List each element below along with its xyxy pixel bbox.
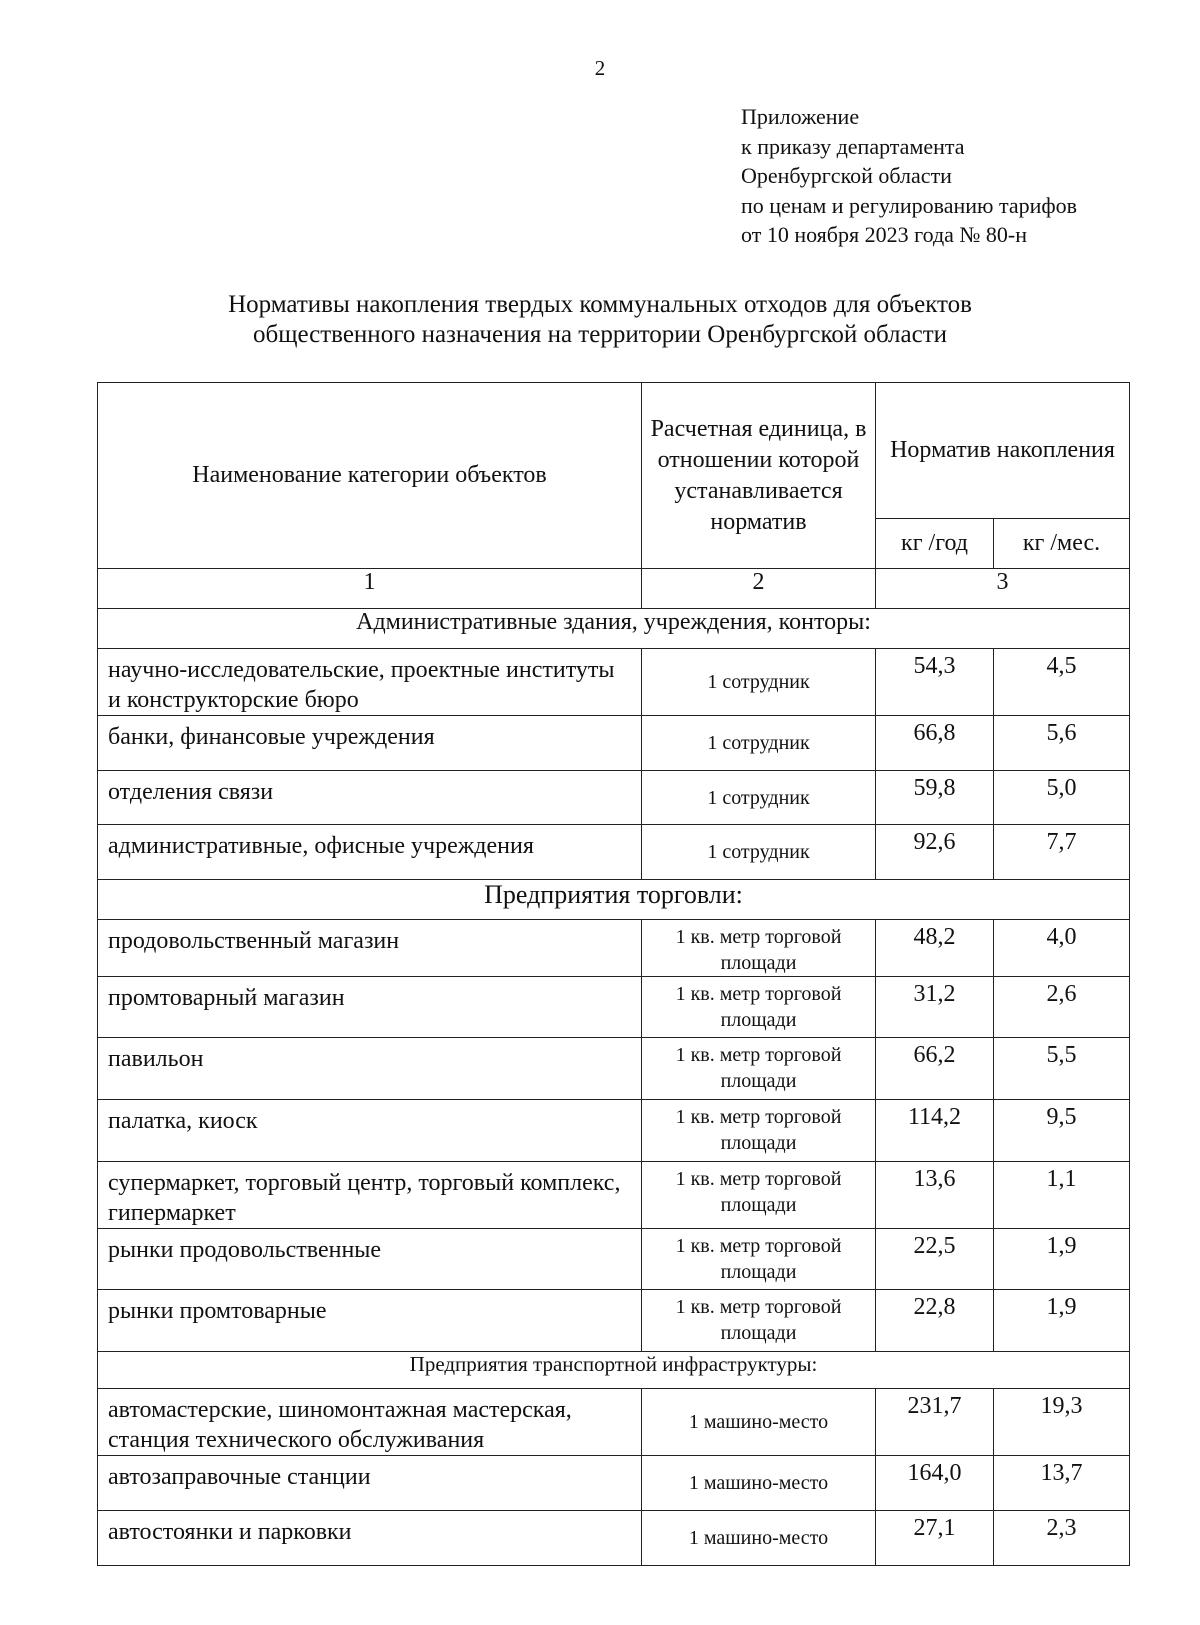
row-year-value: 231,7 [876,1389,994,1456]
row-name: промтоварный магазин [98,977,642,1038]
row-month-value: 4,5 [994,649,1130,716]
page-number: 2 [594,56,606,80]
row-month-value: 5,6 [994,716,1130,771]
row-unit: 1 кв. метр торговой площади [642,1290,876,1352]
norms-table [97,382,1130,1566]
row-year-value: 27,1 [876,1511,994,1566]
table-row [98,1038,1130,1100]
header-name: Наименование категории объектов [98,383,642,569]
table-row [98,1456,1130,1511]
row-month-value: 1,9 [994,1229,1130,1290]
title-line: общественного назначения на территории Оренбургской области [252,321,948,348]
appendix-line: Приложение [741,104,860,129]
row-year-value: 114,2 [876,1100,994,1162]
row-unit: 1 кв. метр торговой площади [642,1100,876,1162]
row-month-value: 2,3 [994,1511,1130,1566]
row-unit: 1 кв. метр торговой площади [642,1229,876,1290]
row-name: научно-исследовательские, проектные институты и конструкторские бюро [98,649,642,716]
appendix-line: от 10 ноября 2023 года № 80-н [741,222,1027,247]
row-year-value: 59,8 [876,771,994,825]
row-month-value: 19,3 [994,1389,1130,1456]
row-year-value: 54,3 [876,649,994,716]
appendix-line: Оренбургской области [741,163,952,188]
row-year-value: 31,2 [876,977,994,1038]
row-unit: 1 сотрудник [642,825,876,880]
title-line: Нормативы накопления твердых коммунальных отходов для объектов [228,291,972,318]
row-name: административные, офисные учреждения [98,825,642,880]
header-per-year: кг /год [876,519,994,569]
header-per-month: кг /мес. [994,519,1130,569]
section-title: Предприятия транспортной инфраструктуры: [98,1352,1130,1389]
row-unit: 1 кв. метр торговой площади [642,920,876,977]
section-title: Предприятия торговли: [98,880,1130,920]
row-name: автозаправочные станции [98,1456,642,1511]
row-name: рынки продовольственные [98,1229,642,1290]
row-unit: 1 сотрудник [642,716,876,771]
table-row [98,825,1130,880]
row-name: автомастерские, шиномонтажная мастерская, станция технического обслуживания [98,1389,642,1456]
document-title [0,290,1200,350]
row-unit: 1 машино-место [642,1456,876,1511]
row-name: автостоянки и парковки [98,1511,642,1566]
row-name: супермаркет, торговый центр, торговый комплекс, гипермаркет [98,1162,642,1229]
row-year-value: 22,8 [876,1290,994,1352]
appendix-line: по ценам и регулированию тарифов [741,192,1078,218]
table-row [98,977,1130,1038]
row-unit: 1 сотрудник [642,649,876,716]
row-month-value: 1,9 [994,1290,1130,1352]
row-month-value: 2,6 [994,977,1130,1038]
row-month-value: 5,5 [994,1038,1130,1100]
row-name: отделения связи [98,771,642,825]
table-row [98,649,1130,716]
row-year-value: 164,0 [876,1456,994,1511]
appendix-line: к приказу департамента [741,133,965,159]
row-year-value: 92,6 [876,825,994,880]
row-name: продовольственный магазин [98,920,642,977]
section-row [98,1352,1130,1389]
row-name: банки, финансовые учреждения [98,716,642,771]
section-row [98,880,1130,920]
row-unit: 1 кв. метр торговой площади [642,977,876,1038]
row-name: рынки промтоварные [98,1290,642,1352]
row-year-value: 66,2 [876,1038,994,1100]
section-row [98,609,1130,649]
row-month-value: 7,7 [994,825,1130,880]
row-month-value: 1,1 [994,1162,1130,1229]
table-row [98,1100,1130,1162]
table-row [98,771,1130,825]
row-year-value: 22,5 [876,1229,994,1290]
table-row [98,920,1130,977]
column-number: 3 [876,569,1130,609]
table-row [98,716,1130,771]
row-month-value: 9,5 [994,1100,1130,1162]
table-row [98,1229,1130,1290]
row-year-value: 48,2 [876,920,994,977]
column-numbers-row [98,569,1130,609]
table-row [98,1511,1130,1566]
row-name: павильон [98,1038,642,1100]
row-unit: 1 сотрудник [642,771,876,825]
section-title: Административные здания, учреждения, конторы: [98,609,1130,649]
table-row [98,1290,1130,1352]
row-unit: 1 кв. метр торговой площади [642,1038,876,1100]
row-unit: 1 машино-место [642,1389,876,1456]
header-unit: Расчетная единица, в отношении которой устанавливается норматив [642,383,876,569]
row-month-value: 13,7 [994,1456,1130,1511]
row-month-value: 5,0 [994,771,1130,825]
header-norm: Норматив накопления [876,383,1130,519]
appendix-block [741,102,1077,250]
table-row [98,1162,1130,1229]
row-year-value: 66,8 [876,716,994,771]
header-row [98,383,1130,519]
table-row [98,1389,1130,1456]
row-name: палатка, киоск [98,1100,642,1162]
column-number: 1 [98,569,642,609]
column-number: 2 [642,569,876,609]
row-unit: 1 машино-место [642,1511,876,1566]
row-unit: 1 кв. метр торговой площади [642,1162,876,1229]
row-year-value: 13,6 [876,1162,994,1229]
row-month-value: 4,0 [994,920,1130,977]
